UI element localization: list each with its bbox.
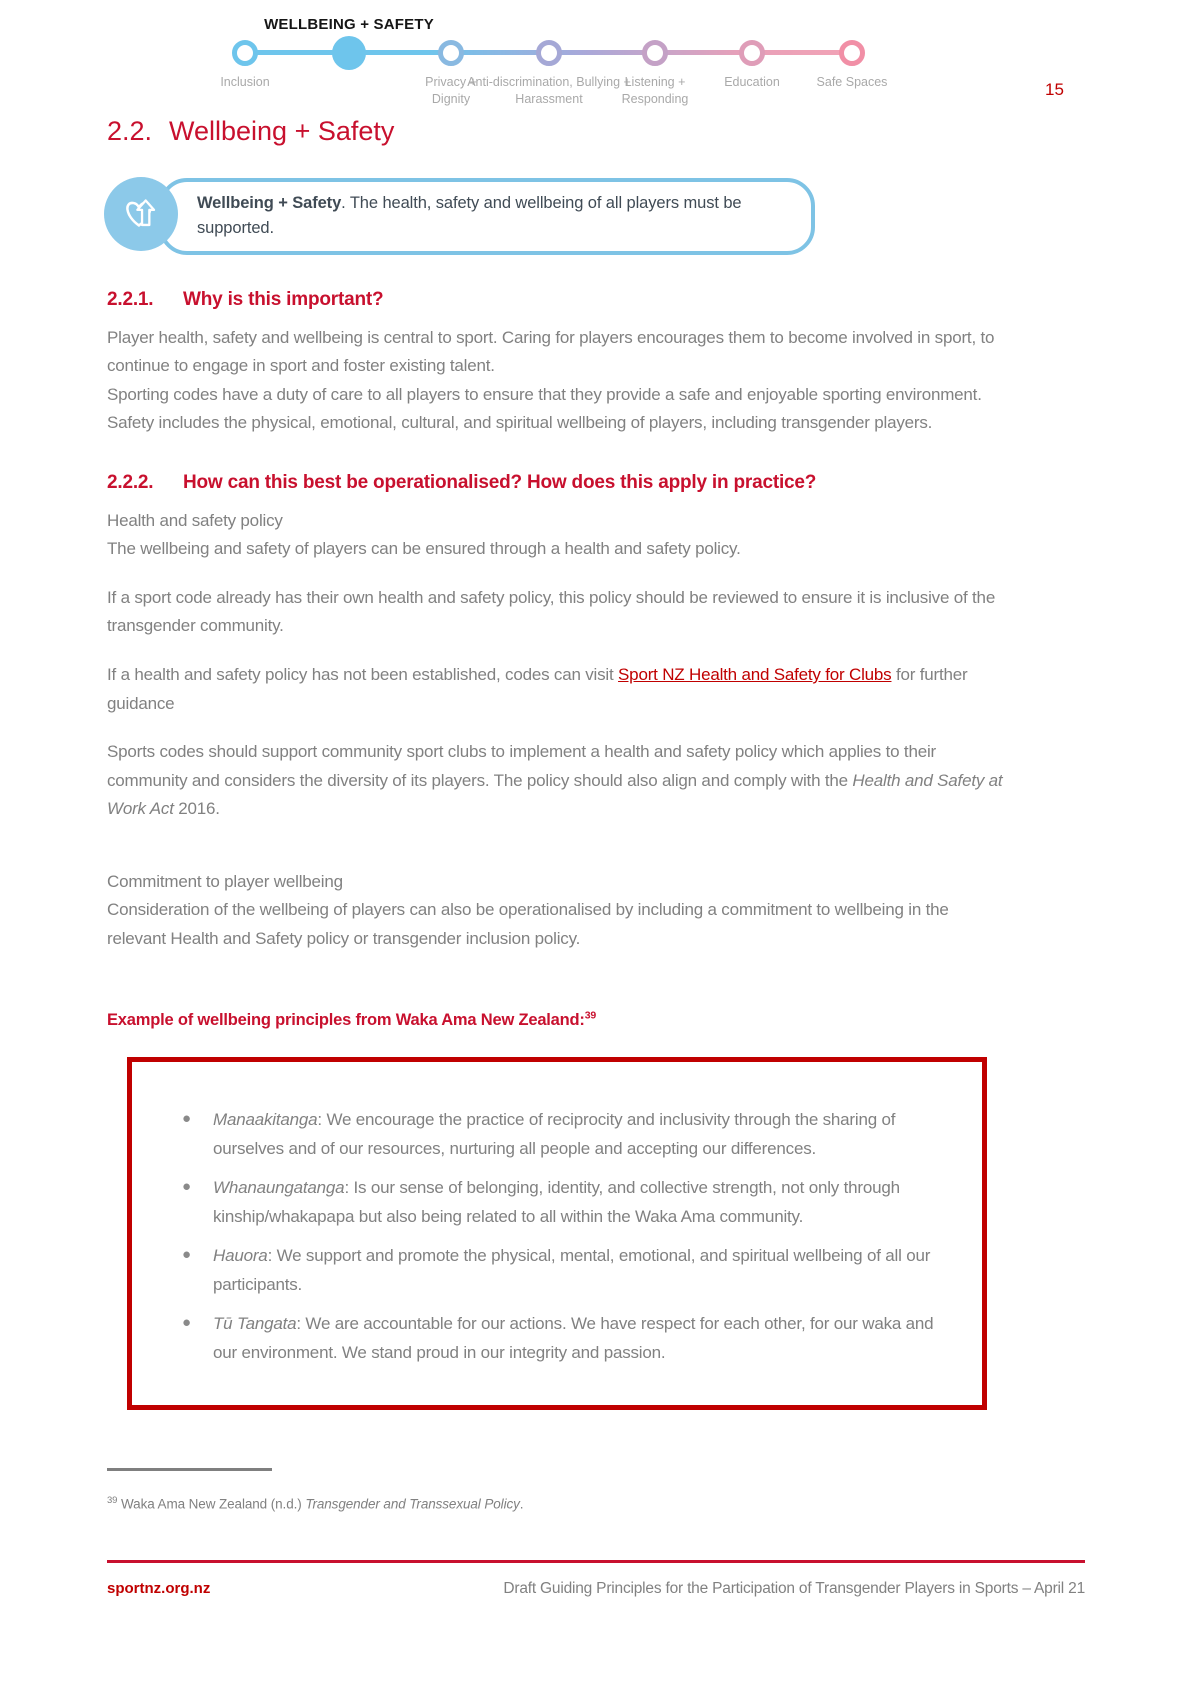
- principle-text: : Is our sense of belonging, identity, and collective strength, not only through kinship/whakapapa but also being related to all within the Waka Ama community.: [213, 1178, 900, 1226]
- bullet-icon: ●: [182, 1178, 191, 1196]
- paragraph: If a sport code already has their own health and safety policy, this policy should be reviewed to ensure it is inclusive of the transgender community.: [107, 587, 996, 636]
- footnote: [107, 1495, 1012, 1512]
- subsection-heading-221: [107, 289, 1012, 312]
- link-post-text: for further guidance: [107, 665, 968, 713]
- principle-text: : We support and promote the physical, mental, emotional, and spiritual wellbeing of all our participants.: [213, 1246, 931, 1294]
- bullet-icon: ●: [182, 1314, 191, 1332]
- principle-text: : We are accountable for our actions. We have respect for each other, for our waka and our environment. We stand proud in our integrity and passion.: [213, 1314, 934, 1362]
- paragraph-with-italic: [107, 738, 1012, 824]
- section-title-text: Wellbeing + Safety: [169, 116, 395, 146]
- footnote-text: Waka Ama New Zealand (n.d.): [117, 1496, 306, 1512]
- paragraph-with-link: [107, 661, 1012, 718]
- list-item: [180, 1242, 944, 1299]
- stepper-label: Anti-discrimination, Bullying + Harassment: [467, 75, 631, 106]
- sub-topic-title: Commitment to player wellbeing: [107, 871, 343, 891]
- list-item: [180, 1310, 944, 1367]
- paragraph: Player health, safety and wellbeing is central to sport. Caring for players encourages them to become involved in sport, to continue to engage in sport and foster existing talent.: [107, 327, 995, 376]
- stepper-label: Inclusion: [220, 75, 270, 89]
- subsection-title-text: How can this best be operationalised? How does this apply in practice?: [183, 472, 817, 494]
- sport-nz-health-safety-link[interactable]: Sport NZ Health and Safety for Clubs: [618, 665, 892, 685]
- link-pre-text: If a health and safety policy has not been established, codes can visit: [107, 665, 619, 685]
- principle-term: Manaakitanga: [213, 1110, 318, 1130]
- example-heading-text: Example of wellbeing principles from Waka Ama New Zealand:: [107, 1011, 585, 1030]
- paragraph-post-text: 2016.: [173, 799, 220, 819]
- document-content: [107, 0, 1012, 1410]
- footer-row: [107, 1580, 1085, 1598]
- paragraph-pre-text: Sports codes should support community sport clubs to implement a health and safety policy which applies to their community and considers the diversity of its players. The policy should also align and comply with the: [107, 742, 936, 790]
- stepper-label: Listening + Responding: [621, 75, 689, 106]
- principle-term: Tū Tangata: [213, 1314, 297, 1334]
- principle-term: Hauora: [213, 1246, 268, 1266]
- subsection-title-text: Why is this important?: [183, 289, 384, 311]
- sub-topic-title: Health and safety policy: [107, 510, 283, 530]
- list-item: [180, 1174, 944, 1231]
- subsection-heading-222: [107, 472, 1012, 495]
- footnote-separator: [107, 1468, 272, 1471]
- stepper-label: Privacy + Dignity: [425, 75, 477, 106]
- stepper-label: Safe Spaces: [816, 75, 888, 89]
- subsection-number: 2.2.1.: [107, 289, 154, 311]
- paragraph: The wellbeing and safety of players can be ensured through a health and safety policy.: [107, 539, 741, 559]
- page-number: 15: [1045, 80, 1064, 99]
- footer-site-url: sportnz.org.nz: [107, 1580, 211, 1597]
- principle-term: Whanaungatanga: [213, 1178, 345, 1198]
- principles-list: [180, 1106, 944, 1367]
- act-name-italic: Health and Safety at Work Act: [107, 770, 1003, 819]
- footnote-end: .: [519, 1496, 524, 1512]
- principle-text: : We encourage the practice of reciprocity and inclusivity through the sharing of ourselves and of our resources, nurturing all people and accepting our differences.: [213, 1110, 896, 1158]
- stepper-label: Education: [724, 75, 780, 89]
- callout-rest: . The health, safety and wellbeing of all players must be supported.: [197, 194, 742, 237]
- principle-callout: [107, 177, 1012, 257]
- page-footer: [107, 1560, 1085, 1598]
- paragraph: Sporting codes have a duty of care to all players to ensure that they provide a safe and enjoyable sporting environment. Safety includes the physical, emotional, cultural, and spiritual wellbeing of players, including transgender players.: [107, 384, 982, 433]
- footnote-number: 39: [107, 1495, 118, 1506]
- heart-arrow-icon: [104, 177, 178, 251]
- callout-lead: Wellbeing + Safety: [197, 194, 342, 213]
- bullet-icon: ●: [182, 1246, 191, 1264]
- list-item: [180, 1106, 944, 1163]
- paragraph: Consideration of the wellbeing of players can also be operationalised by including a commitment to wellbeing in the relevant Health and Safety policy or transgender inclusion policy.: [107, 900, 949, 948]
- footnote-area: [107, 1468, 1012, 1512]
- section-number: 2.2.: [107, 116, 153, 146]
- footnote-italic-title: Transgender and Transsexual Policy: [305, 1496, 520, 1512]
- footnote-reference: 39: [584, 1009, 596, 1022]
- section-title: [107, 116, 1012, 147]
- bullet-icon: ●: [182, 1110, 191, 1128]
- active-step-label: WELLBEING + SAFETY: [264, 16, 434, 33]
- wellbeing-principles-box: [127, 1057, 987, 1410]
- example-heading: [107, 1007, 1012, 1035]
- callout-text-box: [159, 178, 815, 255]
- footer-rule: [107, 1560, 1085, 1563]
- footer-document-title: Draft Guiding Principles for the Participation of Transgender Players in Sports – April 21: [503, 1580, 1085, 1597]
- subsection-number: 2.2.2.: [107, 472, 154, 494]
